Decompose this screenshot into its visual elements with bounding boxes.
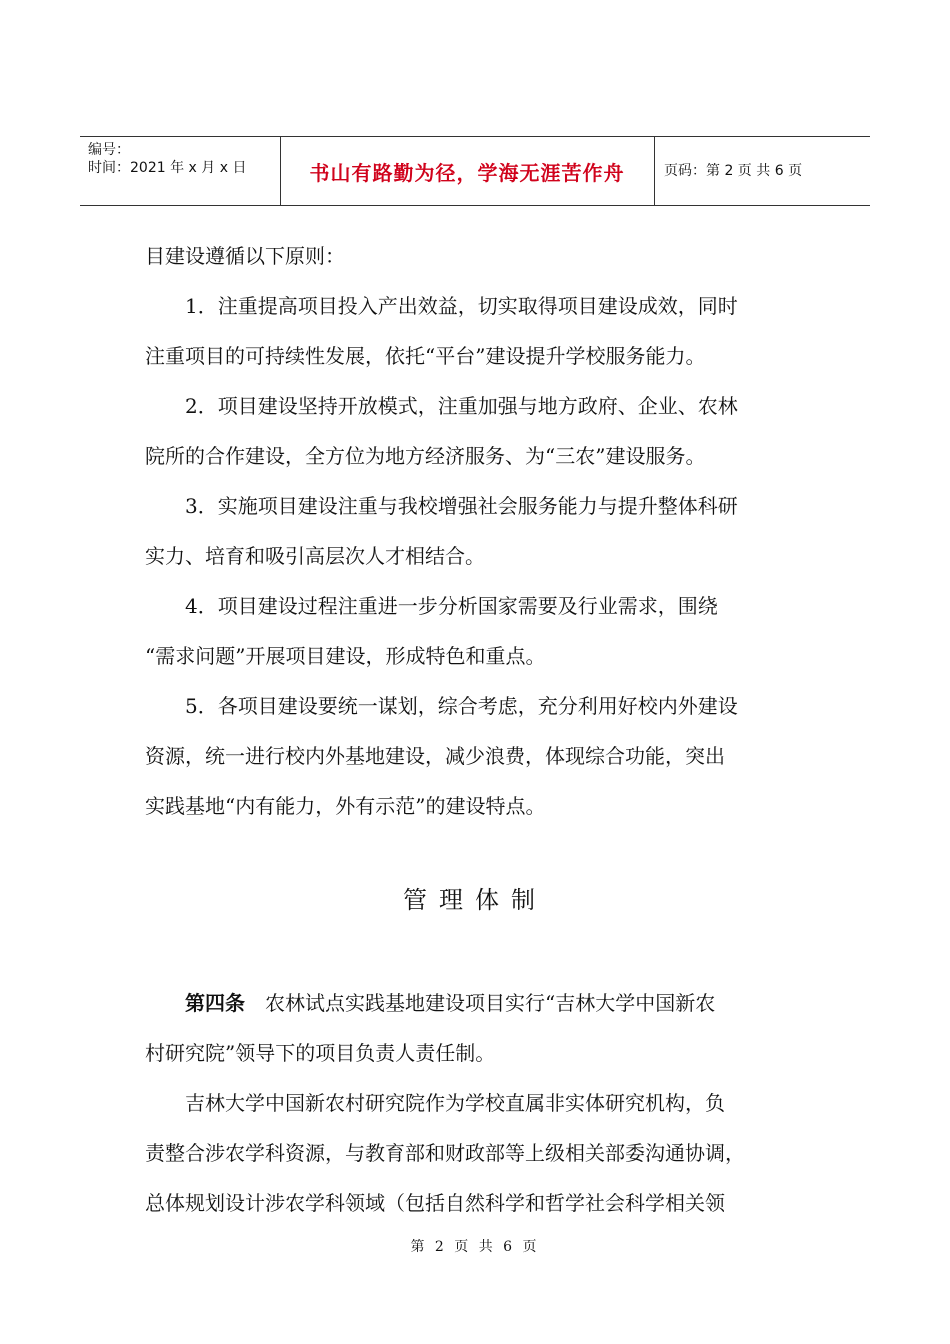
principle-5 — [145, 681, 835, 831]
article-4-line-2: 村研究院”领导下的项目负责人责任制。 — [145, 1041, 496, 1065]
principle-4-line-2: “需求问题”开展项目建设，形成特色和重点。 — [145, 644, 546, 668]
intro-paragraph — [145, 231, 835, 281]
header-page-cell — [654, 137, 870, 205]
institute-line-3: 总体规划设计涉农学科领域（包括自然科学和哲学社会科学相关领 — [145, 1191, 725, 1215]
section-title: 管理体制 — [403, 886, 547, 914]
article-4-line-1 — [145, 978, 835, 1028]
header-motto: 书山有路勤为径，学海无涯苦作舟 — [309, 160, 625, 185]
principle-4 — [145, 581, 835, 681]
principle-4-line-1: 4．项目建设过程注重进一步分析国家需要及行业需求，围绕 — [185, 594, 718, 618]
institute-line-1: 吉林大学中国新农村研究院作为学校直属非实体研究机构，负 — [185, 1091, 725, 1115]
article-4-label: 第四条 — [185, 991, 245, 1015]
page-footer: 第 2 页 共 6 页 — [410, 1239, 540, 1255]
header-meta-cell — [80, 137, 281, 205]
intro-line: 目建设遵循以下原则： — [145, 244, 345, 268]
principle-2 — [145, 381, 835, 481]
principle-1 — [145, 281, 835, 381]
institute-line-2: 责整合涉农学科资源，与教育部和财政部等上级相关部委沟通协调， — [145, 1141, 745, 1165]
principle-3-line-1: 3．实施项目建设注重与我校增强社会服务能力与提升整体科研 — [185, 494, 738, 518]
article-4 — [145, 978, 835, 1078]
document-number-label: 编号： — [88, 142, 130, 158]
principle-3 — [145, 481, 835, 581]
article-4-text: 农林试点实践基地建设项目实行“吉林大学中国新农 — [245, 991, 716, 1015]
principle-1-line-2: 注重项目的可持续性发展，依托“平台”建设提升学校服务能力。 — [145, 344, 706, 368]
principle-2-line-2: 院所的合作建设，全方位为地方经济服务、为“三农”建设服务。 — [145, 444, 706, 468]
principle-3-line-2: 实力、培育和吸引高层次人才相结合。 — [145, 544, 485, 568]
document-time-label: 时间：2021 年 x 月 x 日 — [88, 160, 247, 176]
document-header — [80, 136, 870, 206]
header-motto-cell — [280, 137, 655, 205]
header-page-label: 页码：第 2 页 共 6 页 — [664, 163, 803, 179]
principle-5-line-2: 资源，统一进行校内外基地建设，减少浪费，体现综合功能，突出 — [145, 744, 725, 768]
principle-1-line-1: 1．注重提高项目投入产出效益，切实取得项目建设成效，同时 — [185, 294, 738, 318]
principle-5-line-3: 实践基地“内有能力，外有示范”的建设特点。 — [145, 794, 546, 818]
principle-2-line-1: 2．项目建设坚持开放模式，注重加强与地方政府、企业、农林 — [185, 394, 738, 418]
principle-5-line-1: 5．各项目建设要统一谋划，综合考虑，充分利用好校内外建设 — [185, 694, 738, 718]
institute-paragraph — [145, 1078, 835, 1228]
